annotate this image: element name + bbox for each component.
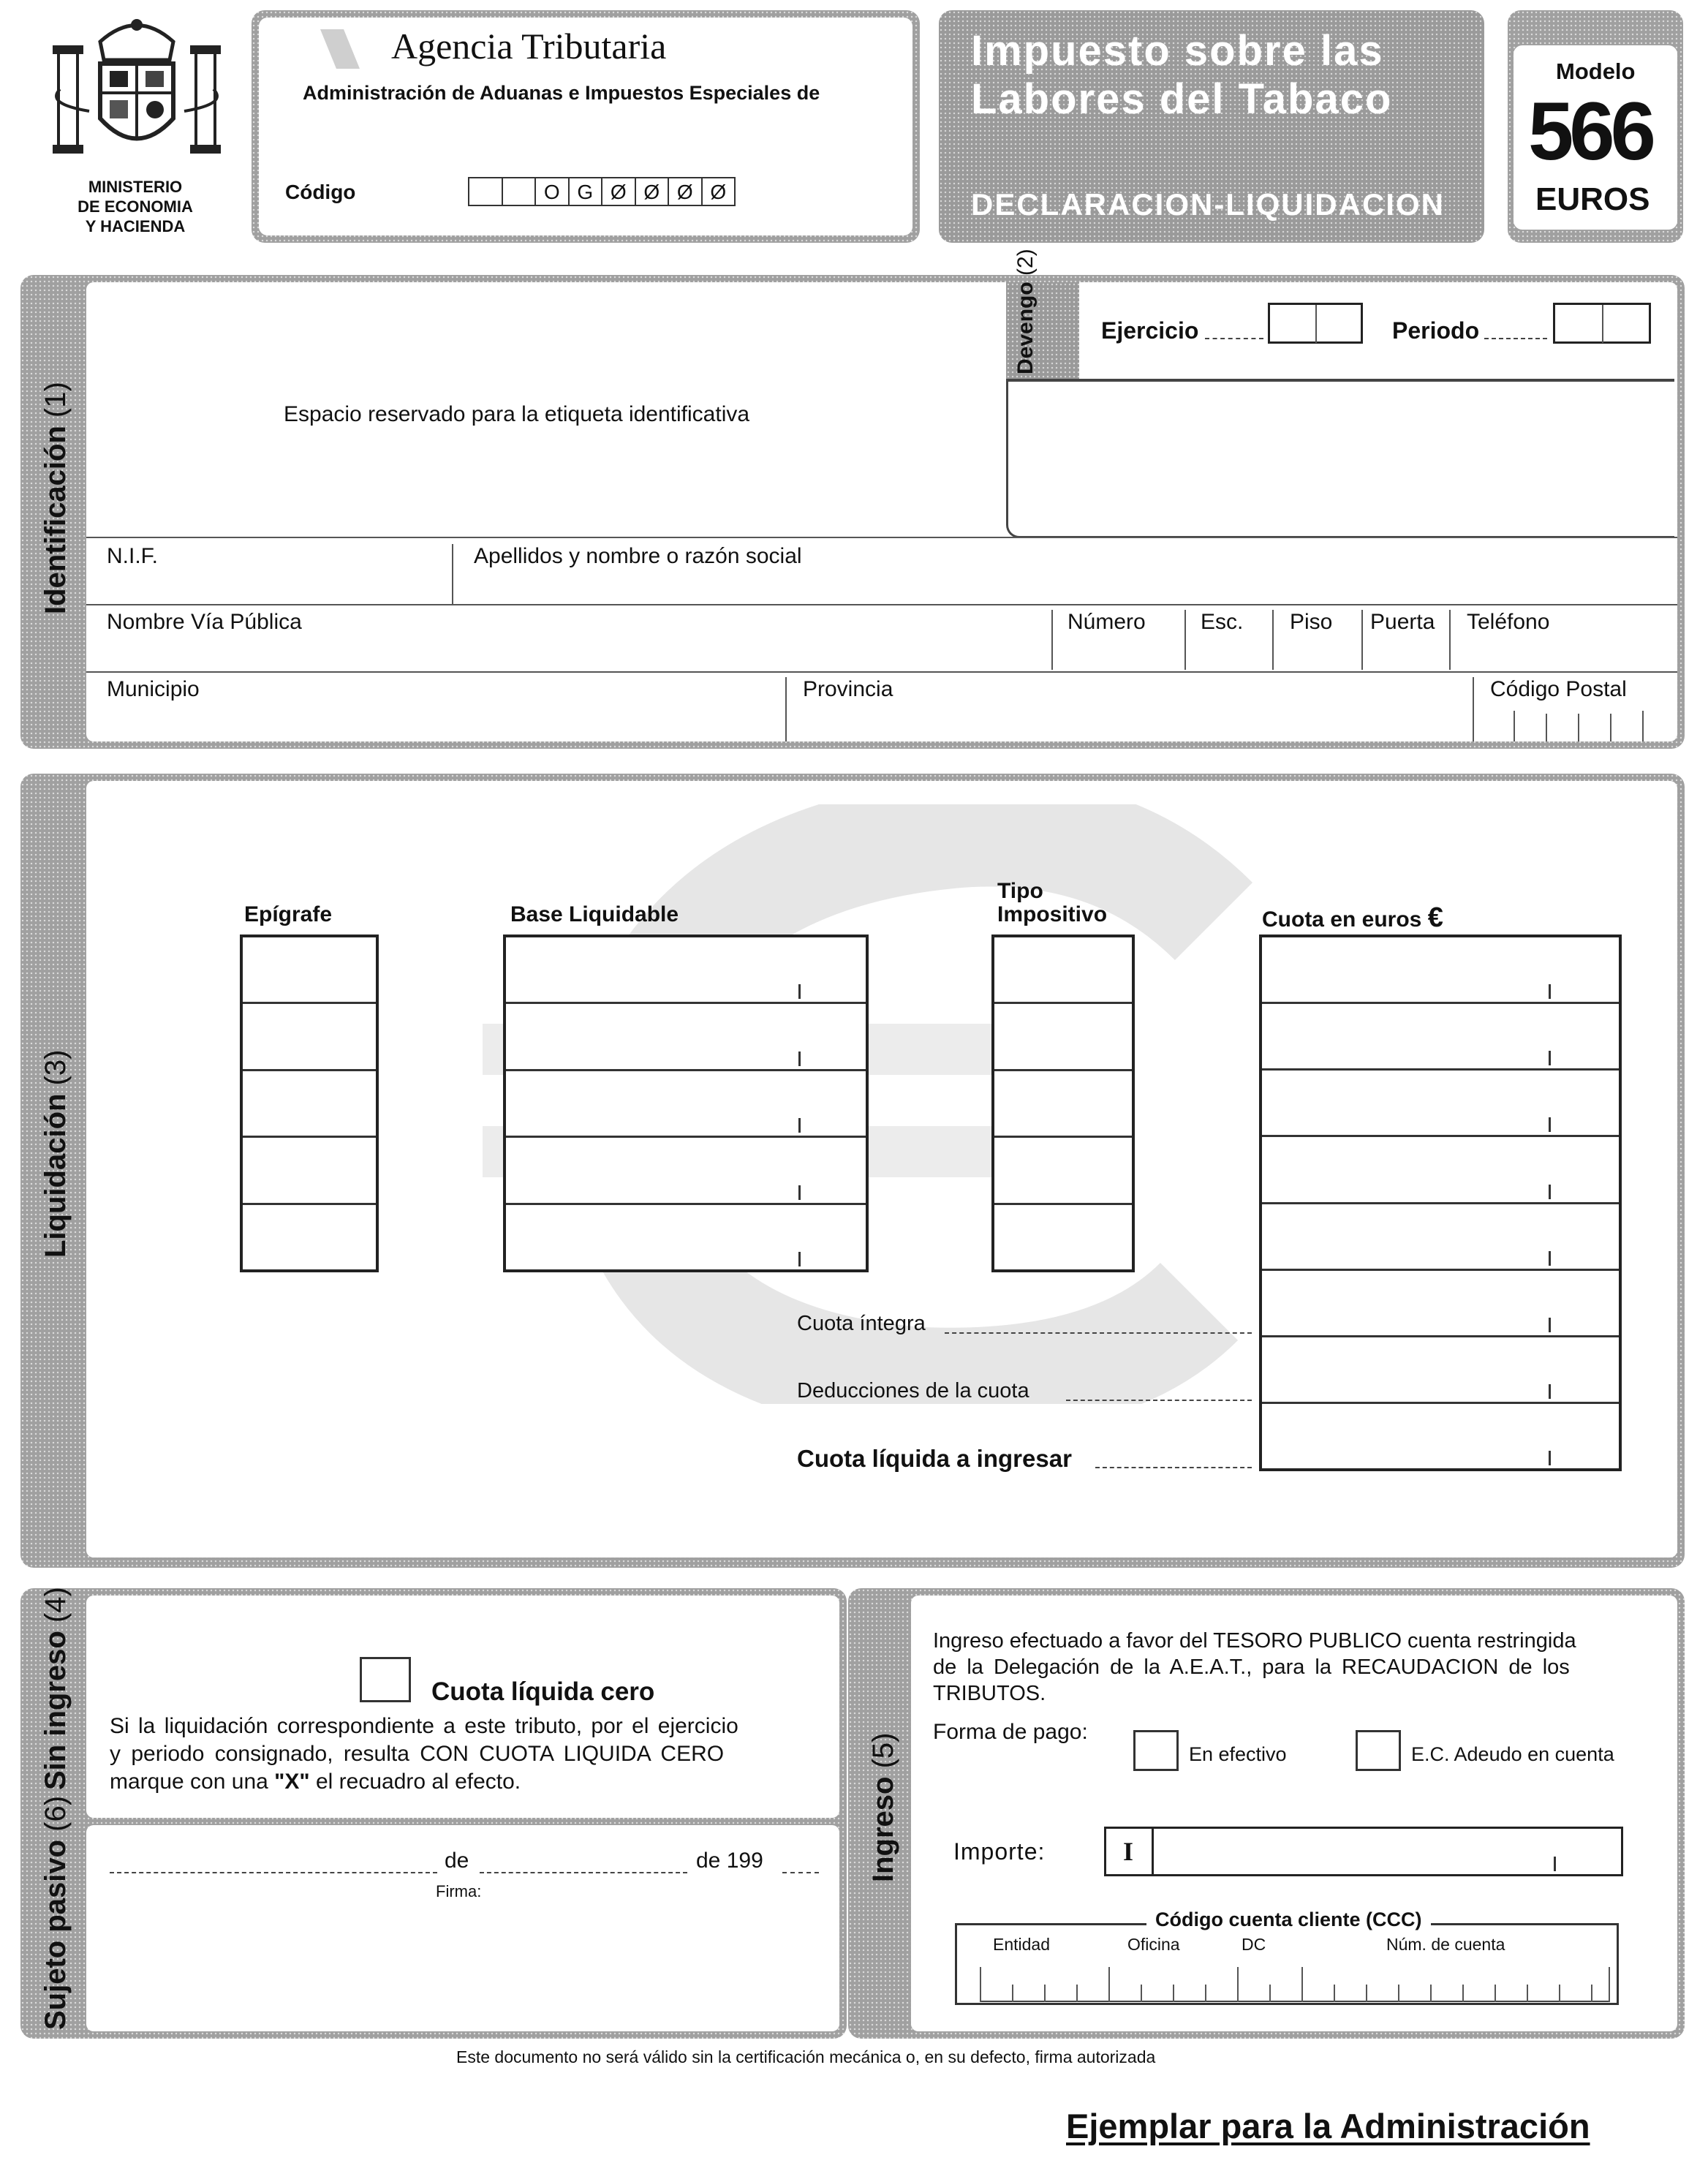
cuota-liquida-cell[interactable] [1262, 1404, 1619, 1468]
liquidacion-side-label: Liquidación (3) [39, 1049, 72, 1258]
validity-note: Este documento no será válido sin la certificación mecánica o, en su defecto, firma autorizada [456, 2047, 1156, 2066]
col-epigrafe-label: Epígrafe [244, 902, 333, 926]
importe-input[interactable] [1104, 1827, 1623, 1876]
coat-of-arms-icon [45, 9, 228, 162]
cuota-cell[interactable] [1262, 1071, 1619, 1137]
de-label-1: de [445, 1849, 469, 1873]
codigo-char: Ø [636, 178, 670, 205]
de-label-2: de 199 [696, 1849, 763, 1873]
cuota-integra-label: Cuota íntegra [797, 1312, 926, 1335]
apellidos-input[interactable] [474, 573, 1658, 603]
tipo-cell[interactable] [994, 1071, 1132, 1138]
firma-label: Firma: [436, 1882, 482, 1900]
codigo-char: Ø [669, 178, 703, 205]
oficina-label: Oficina [1127, 1935, 1180, 1954]
puerta-label: Puerta [1370, 610, 1435, 634]
ingreso-text-3: TRIBUTOS. [933, 1682, 1046, 1705]
municipio-label: Municipio [107, 677, 200, 701]
cuota-liquida-label: Cuota líquida a ingresar [797, 1445, 1072, 1472]
tipo-cell[interactable] [994, 1205, 1132, 1269]
num-cuenta-label: Núm. de cuenta [1386, 1935, 1505, 1954]
fecha-mes-line[interactable] [480, 1872, 687, 1873]
esc-label: Esc. [1201, 610, 1244, 634]
codigo-field[interactable] [468, 177, 736, 206]
tipo-cell[interactable] [994, 1004, 1132, 1071]
label-space-text: Espacio reservado para la etiqueta identificativa [284, 402, 750, 426]
ministry-line-2: DE ECONOMIA [78, 197, 193, 216]
modelo-label: Modelo [1556, 58, 1636, 84]
codigo-char [503, 178, 537, 205]
sin-ingreso-side-label: Sin ingreso (4) [39, 1587, 72, 1790]
agency-logo-icon [314, 25, 366, 76]
currency-label: EUROS [1535, 181, 1650, 217]
deducciones-label: Deducciones de la cuota [797, 1379, 1029, 1402]
ejemplar-label: Ejemplar para la Administración [1066, 2107, 1590, 2145]
base-cell[interactable] [506, 937, 866, 1004]
devengo-label: Devengo (2) [1013, 249, 1038, 374]
sujeto-pasivo-side-label: Sujeto pasivo (6) [39, 1795, 72, 2030]
agency-title: Agencia Tributaria [391, 26, 667, 67]
cuota-cero-checkbox[interactable] [360, 1657, 411, 1702]
codigo-char: O [536, 178, 570, 205]
ministry-emblem [45, 9, 228, 162]
importe-prefix: I [1122, 1837, 1133, 1866]
en-efectivo-label: En efectivo [1189, 1743, 1287, 1765]
codigo-char [469, 178, 503, 205]
cuota-cell[interactable] [1262, 1004, 1619, 1071]
col-cuota-label: Cuota en euros € [1262, 902, 1443, 933]
ejercicio-input[interactable] [1268, 303, 1363, 344]
fecha-lugar-line[interactable] [110, 1872, 437, 1873]
periodo-label: Periodo [1392, 317, 1480, 344]
epigrafe-cell[interactable] [243, 937, 376, 1004]
base-cell[interactable] [506, 1004, 866, 1071]
sin-ingreso-text-2: y periodo consignado, resulta CON CUOTA LIQUIDA CERO [110, 1742, 725, 1766]
tipo-column [991, 935, 1135, 1272]
ingreso-text-2: de la Delegación de la A.E.A.T., para la RECAUDACION de los [933, 1655, 1570, 1679]
tax-subtitle: DECLARACION-LIQUIDACION [971, 187, 1445, 222]
telefono-label: Teléfono [1467, 610, 1550, 634]
forma-pago-label: Forma de pago: [933, 1720, 1088, 1744]
epigrafe-cell[interactable] [243, 1071, 376, 1138]
ccc-title: Código cuenta cliente (CCC) [1146, 1908, 1431, 1931]
adeudo-label: E.C. Adeudo en cuenta [1411, 1743, 1614, 1765]
tipo-cell[interactable] [994, 937, 1132, 1004]
cuota-column [1259, 935, 1622, 1471]
cuota-integra-cell[interactable] [1262, 1271, 1619, 1337]
agency-subtitle: Administración de Aduanas e Impuestos Especiales de [303, 82, 820, 104]
provincia-input[interactable] [803, 706, 1446, 736]
tax-title-line-1: Impuesto sobre las [971, 27, 1384, 75]
ministry-line-1: MINISTERIO [88, 178, 183, 196]
telefono-input[interactable] [1467, 639, 1664, 668]
codigo-char: Ø [602, 178, 636, 205]
adeudo-checkbox[interactable] [1356, 1730, 1401, 1771]
identificacion-side-label: Identificación (1) [39, 382, 72, 614]
devengo-frame [1006, 379, 1674, 538]
ccc-input[interactable] [980, 1967, 1610, 2002]
sin-ingreso-text-3: marque con una "X" el recuadro al efecto. [110, 1770, 521, 1794]
epigrafe-cell[interactable] [243, 1138, 376, 1204]
cuota-cell[interactable] [1262, 1204, 1619, 1271]
piso-label: Piso [1290, 610, 1333, 634]
ingreso-side-label: Ingreso (5) [867, 1732, 899, 1882]
sin-ingreso-text-1: Si la liquidación correspondiente a este tributo, por el ejercicio [110, 1714, 738, 1738]
codigo-char: Ø [710, 181, 727, 203]
periodo-input[interactable] [1553, 303, 1651, 344]
tax-title-line-2: Labores del Tabaco [971, 75, 1393, 123]
via-label: Nombre Vía Pública [107, 610, 302, 634]
codigo-postal-label: Código Postal [1490, 677, 1627, 701]
ingreso-text-1: Ingreso efectuado a favor del TESORO PUBLICO cuenta restringida [933, 1629, 1576, 1653]
tipo-cell[interactable] [994, 1138, 1132, 1204]
provincia-label: Provincia [803, 677, 893, 701]
cuota-cero-title: Cuota líquida cero [431, 1677, 655, 1706]
apellidos-label: Apellidos y nombre o razón social [474, 544, 802, 568]
entidad-label: Entidad [993, 1935, 1051, 1954]
ministry-name [44, 177, 227, 236]
epigrafe-cell[interactable] [243, 1205, 376, 1269]
deducciones-cell[interactable] [1262, 1337, 1619, 1404]
cuota-cell[interactable] [1262, 1137, 1619, 1204]
cuota-cell[interactable] [1262, 937, 1619, 1004]
euro-sign-icon: € [1427, 902, 1443, 933]
via-input[interactable] [107, 639, 1043, 668]
nif-label: N.I.F. [107, 544, 159, 568]
base-cell[interactable] [506, 1138, 866, 1204]
codigo-label: Código [285, 181, 356, 203]
en-efectivo-checkbox[interactable] [1133, 1730, 1179, 1771]
codigo-char: G [570, 178, 603, 205]
base-cell[interactable] [506, 1071, 866, 1138]
col-tipo-label-2: Impositivo [997, 902, 1108, 926]
nif-input[interactable] [107, 573, 443, 603]
firma-area[interactable] [110, 1906, 812, 2023]
epigrafe-column [240, 935, 379, 1272]
base-cell[interactable] [506, 1205, 866, 1269]
municipio-input[interactable] [107, 706, 765, 736]
fecha-anio-line[interactable] [782, 1872, 819, 1873]
modelo-number: 566 [1528, 86, 1652, 177]
epigrafe-cell[interactable] [243, 1004, 376, 1071]
col-base-label: Base Liquidable [510, 902, 679, 926]
importe-label: Importe: [953, 1838, 1046, 1865]
ejercicio-label: Ejercicio [1101, 317, 1199, 344]
col-tipo-label-1: Tipo [997, 879, 1043, 903]
numero-label: Número [1068, 610, 1146, 634]
base-column [503, 935, 869, 1272]
codigo-postal-input[interactable] [1514, 706, 1660, 741]
ministry-line-3: Y HACIENDA [85, 217, 186, 235]
dc-label: DC [1242, 1935, 1266, 1954]
